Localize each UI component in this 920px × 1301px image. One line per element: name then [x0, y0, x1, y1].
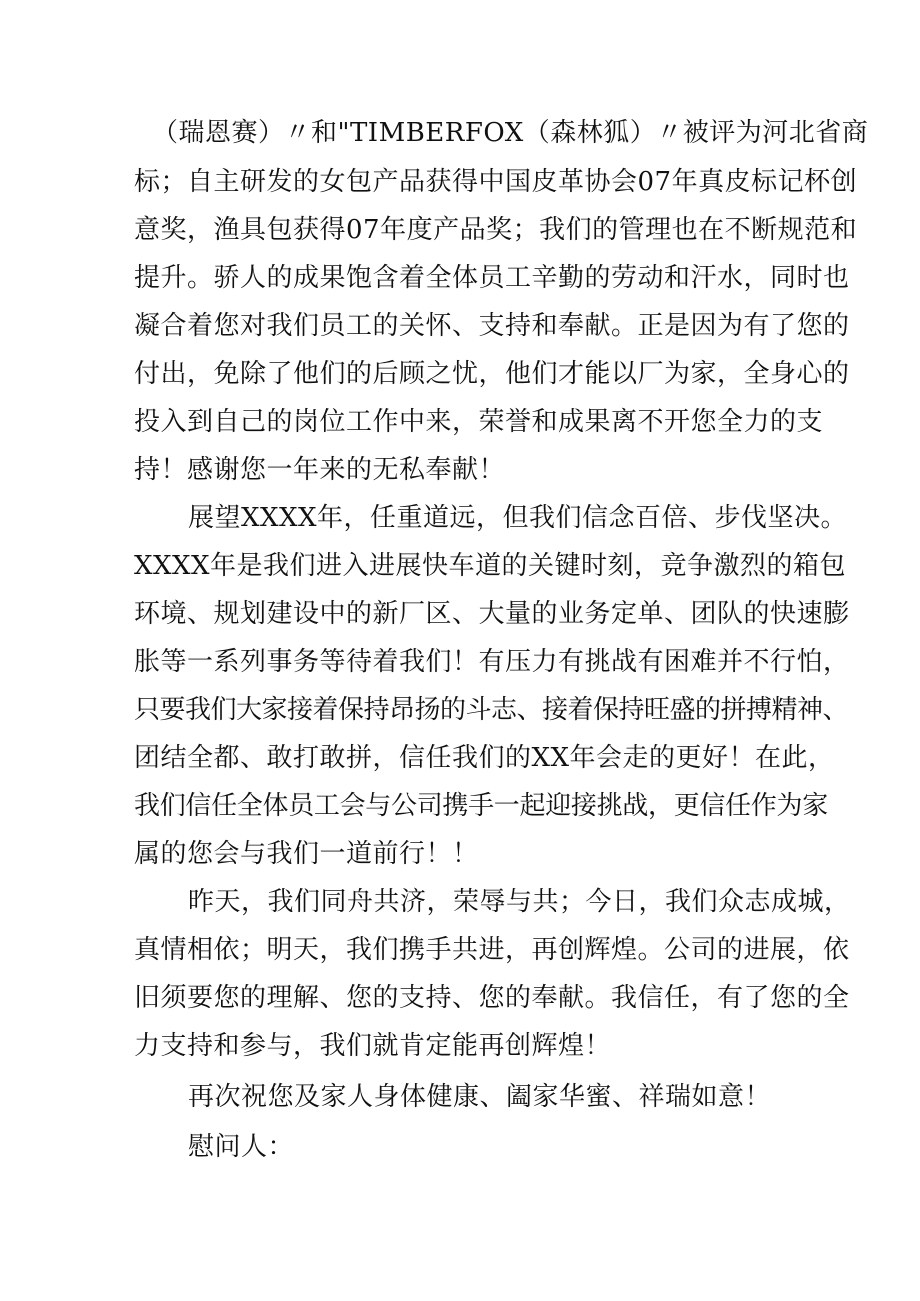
- text-line: 属的您会与我们一道前行！！: [134, 839, 479, 869]
- text-line: 胀等一系列事务等待着我们！有压力有挑战有困难并不行怕，: [134, 647, 850, 677]
- text-line: 昨天，我们同舟共济，荣辱与共；今日，我们众志成城，: [188, 887, 851, 917]
- text-line: 再次祝您及家人身体健康、阖家华蜜、祥瑞如意！: [188, 1082, 772, 1112]
- text-line: 付出，免除了他们的后顾之忧，他们才能以厂为家，全身心的: [134, 359, 850, 389]
- text-line: 提升。骄人的成果饱含着全体员工辛勤的劳动和汗水，同时也: [134, 263, 850, 293]
- text-line: 慰问人：: [188, 1132, 295, 1162]
- text-line: 凝合着您对我们员工的关怀、支持和奉献。正是因为有了您的: [134, 311, 850, 341]
- text-line: 旧须要您的理解、您的支持、您的奉献。我信任，有了您的全: [134, 983, 850, 1013]
- text-line: 投入到自己的岗位工作中来，荣誉和成果离不开您全力的支: [134, 407, 824, 437]
- text-line: 展望XXXX年，任重道远，但我们信念百倍、步伐坚决。: [188, 503, 848, 533]
- text-line: （瑞恩赛）〃和"TIMBERFOX（森林狐）〃被评为河北省商: [152, 118, 869, 148]
- text-line: 团结全都、敢打敢拼，信任我们的XX年会走的更好！在此，: [134, 743, 835, 773]
- text-line: 真情相依；明天，我们携手共进，再创辉煌。公司的进展，依: [134, 935, 850, 965]
- text-line: 持！感谢您一年来的无私奉献！: [134, 455, 506, 485]
- text-line: 环境、规划建设中的新厂区、大量的业务定单、团队的快速膨: [134, 599, 850, 629]
- text-line: 标；自主研发的女包产品获得中国皮革协会07年真皮标记杯创: [134, 167, 858, 197]
- text-line: 意奖，渔具包获得07年度产品奖；我们的管理也在不断规范和: [134, 215, 858, 245]
- text-line: 力支持和参与，我们就肯定能再创辉煌！: [134, 1031, 612, 1061]
- text-line: XXXX年是我们进入进展快车道的关键时刻，竞争激烈的箱包: [134, 551, 847, 581]
- text-line: 我们信任全体员工会与公司携手一起迎接挑战，更信任作为家: [134, 791, 828, 821]
- text-line: 只要我们大家接着保持昂扬的斗志、接着保持旺盛的拼搏精神、: [134, 695, 849, 725]
